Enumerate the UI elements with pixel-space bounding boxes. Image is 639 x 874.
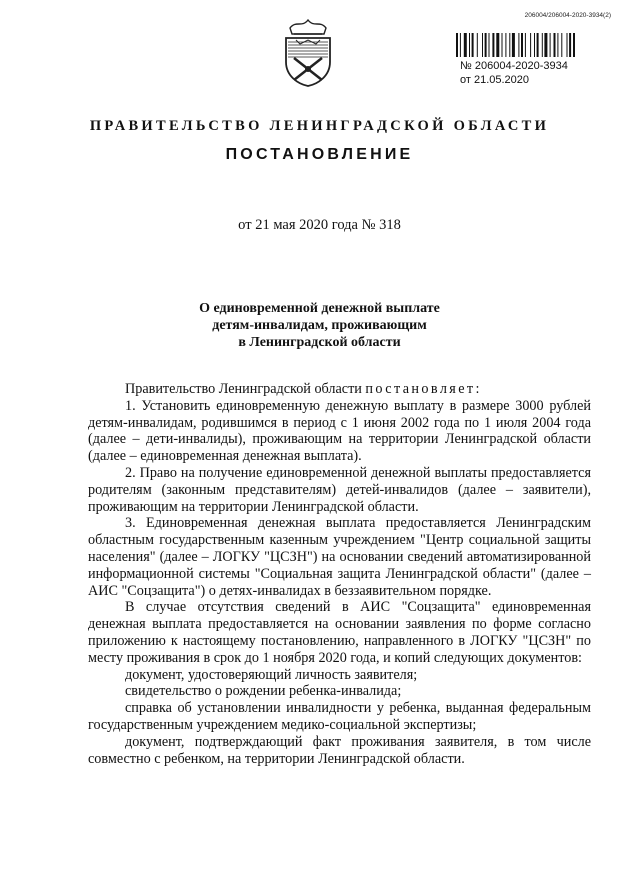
registration-date: от 21.05.2020 [460,74,530,86]
intro-paragraph [88,381,591,398]
registration-number: № 206004-2020-3934 [460,60,568,72]
barcode [456,33,612,57]
document-item-3: справка об установлении инвалидности у ребенка, выданная федеральным государственным учреждением медико-социальной экспертизы; [88,700,591,733]
document-type-title: ПОСТАНОВЛЕНИЕ [225,146,414,163]
intro-verb: постановляет: [365,381,482,397]
paragraph-4: В случае отсутствия сведений в АИС "Соцзащита" единовременная денежная выплата предоставляется на основании заявления по форме согласно приложению к настоящему постановлению, направленного в ЛОГКУ "ЦСЗН" по месту проживания в срок до 1 ноября 2020 года, и копий следующих документов: [88,599,591,666]
subject-line-3: в Ленинградской области [238,335,401,350]
intro-prefix: Правительство Ленинградской области [125,381,366,397]
decree-date-number: от 21 мая 2020 года № 318 [238,217,401,233]
subject-line-1: О единовременной денежной выплате [199,301,440,316]
paragraph-2: 2. Право на получение единовременной денежной выплаты предоставляется родителям (законным представителям) детей-инвалидов (далее – заявители), проживающим на территории Ленинградской области. [88,464,591,515]
government-title: ПРАВИТЕЛЬСТВО ЛЕНИНГРАДСКОЙ ОБЛАСТИ [89,118,550,134]
decree-subject [0,300,639,351]
registration-block [460,59,568,87]
decree-body [88,381,591,767]
document-code: 206004/206004-2020-3934(2) [524,12,611,19]
document-item-4: документ, подтверждающий факт проживания заявителя, в том числе совместно с ребенком, на территории Ленинградской области. [88,733,591,767]
document-item-1: документ, удостоверяющий личность заявителя; [125,666,418,683]
coat-of-arms-emblem [282,14,334,88]
paragraph-3: 3. Единовременная денежная выплата предоставляется Ленинградским областным государственным казенным учреждением "Центр социальной защиты населения" (далее – ЛОГКУ "ЦСЗН") на основании сведений автоматизированной информационной системы "Социальная защита Ленинградской области" (далее – АИС "Соцзащита") о детях-инвалидах в беззаявительном порядке. [88,515,591,599]
paragraph-1: 1. Установить единовременную денежную выплату в размере 3000 рублей детям-инвалидам, родившимся в период с 1 июня 2002 года по 1 июля 2004 года (далее – дети-инвалиды), проживающим на территории Ленинградской области (далее – единовременная денежная выплата). [88,397,591,465]
document-item-2: свидетельство о рождении ребенка-инвалида; [125,683,402,700]
subject-line-2: детям-инвалидам, проживающим [212,318,427,333]
